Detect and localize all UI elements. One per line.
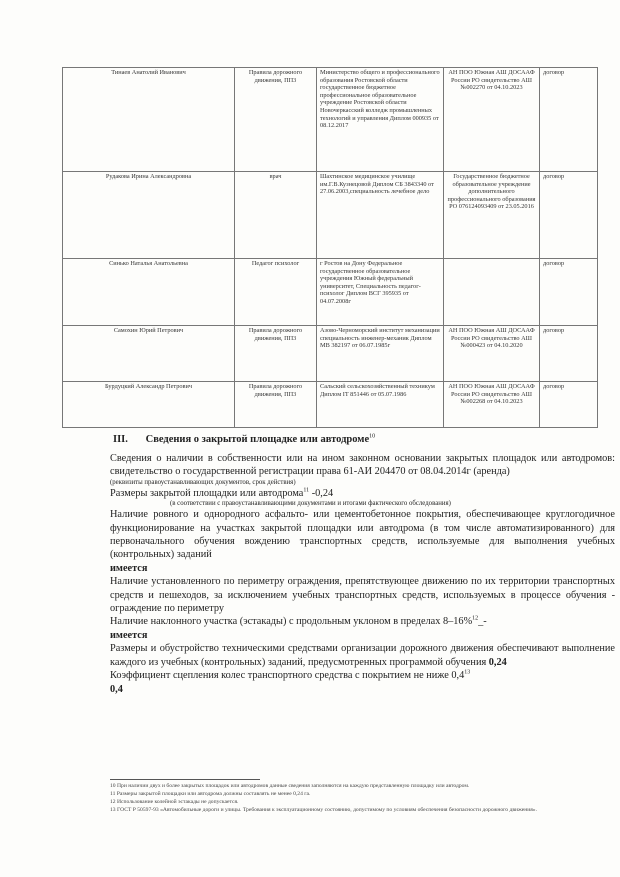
section-body (110, 452, 615, 696)
slope-tail: _- (478, 616, 487, 628)
staff-certificate: Государственное бюджетное образовательное учреждение дополнительного профессионального образования РО 076124093409 от 23.05.2016 (444, 172, 540, 259)
staff-basis: договор (540, 259, 598, 326)
staff-education: г Ростов на Дону Федеральное государственное образовательное учреждения Южный федеральный университет, Специальность педагог-психолог Диплом ВСГ 395935 от 04.07.2008г (317, 259, 444, 326)
table-row (63, 326, 598, 382)
slope-paragraph (110, 615, 615, 628)
table-row (63, 259, 598, 326)
table-row (63, 382, 598, 428)
friction-paragraph (110, 669, 615, 682)
footnote: 10 При наличии двух и более закрытых площадок или автодромов данные сведения заполняются на каждую представленную площадку или автодром. (110, 783, 470, 789)
area-label: Размеры закрытой площадки или автодрома (110, 487, 304, 499)
staff-basis: договор (540, 68, 598, 172)
staff-basis: договор (540, 172, 598, 259)
area-value: -0,24 (309, 487, 334, 499)
staff-certificate: АН ПОО Южная АШ ДОСААФ России РО свидетельство АШ №000423 от 04.10.2020 (444, 326, 540, 382)
staff-education: Сальский сельскохозяйственный техникум Диплом IT 851446 от 05.07.1986 (317, 382, 444, 428)
area-note: (в соответствии с правоустанавливающими документами и итогами фактического обследования) (170, 500, 451, 508)
table-row (63, 172, 598, 259)
footnote-ref: 12 (472, 616, 479, 623)
staff-education: Министерство общего и профессионального образования Ростовской области государственное бюджетное профессиональное образовательное учреждение Ростовской области Новочеркасский колледж промышленных технологий и управления Диплом 000935 от 08.12.2017 (317, 68, 444, 172)
staff-certificate (444, 259, 540, 326)
surface-paragraph: Наличие ровного и однородного асфальто- или цементобетонное покрытия, обеспечивающее круглогодичное функционирование на участках закрытой площадки или автодрома (в том числе автоматизированного) для первоначального обучения вождению транспортных средств, используемые для выполнения учебных (контрольных) заданий (110, 509, 615, 561)
staff-education: Азово-Черноморский институт механизации специальность инженер-механик Диплом МВ 382197 от 06.07.1985г (317, 326, 444, 382)
staff-basis: договор (540, 326, 598, 382)
equipment-value: 0,24 (486, 656, 507, 668)
ownership-paragraph: Сведения о наличии в собственности или на ином законном основании закрытых площадок или автодромов: свидетельство о государственной регистрации права 61-АИ 204470 от 08.04.2014г (аренда) (110, 453, 615, 478)
staff-basis: договор (540, 382, 598, 428)
staff-certificate: АН ПОО Южная АШ ДОСААФ России РО свидетельство АШ №002268 от 04.10.2023 (444, 382, 540, 428)
staff-subject: врач (235, 172, 317, 259)
staff-name: Самохин Юрий Петрович (63, 326, 235, 382)
slope-value: имеется (110, 629, 148, 641)
section-number: III. (113, 434, 128, 445)
staff-name: Бурдуцкий Александр Петрович (63, 382, 235, 428)
staff-education: Шахтинское медицинское училище им.Г.В.Кузнецовой Диплом СБ 3843340 от 27.06.2003,специальность лечебное дело (317, 172, 444, 259)
footnote: 12 Использование колейной эстакады не допускается. (110, 799, 239, 806)
staff-subject: Правила дорожного движения, ПП3 (235, 326, 317, 382)
equipment-label: Размеры и обустройство техническими средствами организации дорожного движения обеспечивают выполнение каждого из учебных (контрольных) заданий, предусмотренных программой обучения (110, 643, 615, 668)
footnote-ref: 13 (464, 669, 471, 676)
section-title: Сведения о закрытой площадке или автодроме (145, 434, 370, 445)
footnote-divider (110, 779, 260, 780)
fence-paragraph: Наличие установленного по периметру ограждения, препятствующее движению по их территории транспортных средств и пешеходов, за исключением учебных транспортных средств, используемых в процессе обучения - ограждение по периметру (110, 576, 615, 615)
footnotes (110, 783, 615, 815)
footnote-ref: 11 (303, 487, 310, 494)
staff-name: Тинаев Анатолий Иванович (63, 68, 235, 172)
footnote: 13 ГОСТ Р 50597-93 «Автомобильные дороги и улицы. Требования к эксплуатационному состоянию, допустимому по условиям обеспечения безопасности дорожного движения». (110, 807, 537, 814)
equipment-paragraph (110, 642, 615, 669)
footnote-ref: 10 (369, 433, 376, 440)
table-row (63, 68, 598, 172)
staff-subject: Правила дорожного движения, ПП3 (235, 382, 317, 428)
footnote: 11 Размеры закрытой площадки или автодрома должны составлять не менее 0,24 га. (110, 791, 311, 798)
surface-value: имеется (110, 562, 148, 574)
staff-name: Рудакова Ирина Александровна (63, 172, 235, 259)
friction-label: Коэффициент сцепления колес транспортного средства с покрытием не ниже 0,4 (110, 670, 465, 682)
friction-value: 0,4 (110, 683, 123, 695)
staff-certificate: АН ПОО Южная АШ ДОСААФ России РО свидетельство АШ №002270 от 04.10.2023 (444, 68, 540, 172)
staff-table (62, 67, 598, 428)
staff-name: Синько Наталья Анатольевна (63, 259, 235, 326)
section-heading (113, 434, 375, 445)
staff-subject: Правила дорожного движения, ПП3 (235, 68, 317, 172)
area-paragraph (110, 487, 615, 500)
staff-subject: Педагог психолог (235, 259, 317, 326)
slope-label: Наличие наклонного участка (эстакады) с продольным уклоном в пределах 8–16% (110, 616, 473, 628)
ownership-note: (реквизиты правоустанавливающих документов, срок действия) (110, 478, 296, 486)
